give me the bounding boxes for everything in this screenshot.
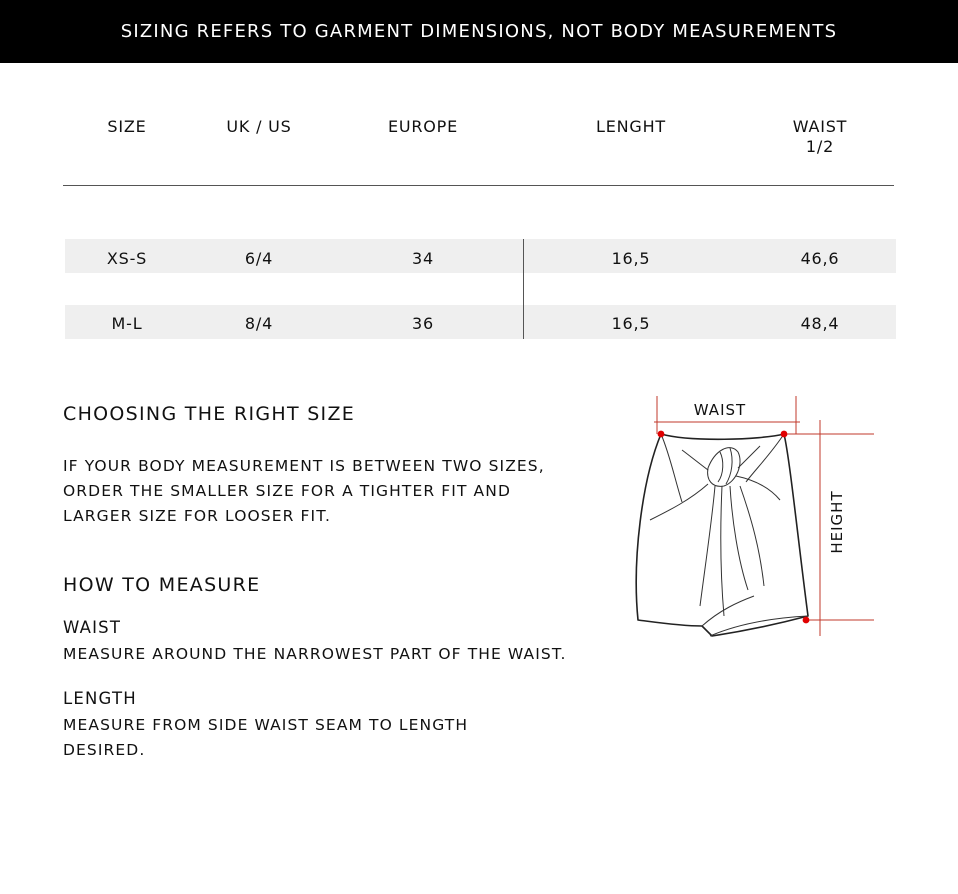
- waist-title: WAIST: [63, 618, 122, 637]
- cell-uk-us: 8/4: [244, 314, 274, 333]
- header-divider: [63, 185, 894, 186]
- length-line: DESIRED.: [63, 741, 146, 759]
- waist-label: WAIST: [693, 401, 747, 419]
- cell-waist: 48,4: [800, 314, 840, 333]
- waist-text: MEASURE AROUND THE NARROWEST PART OF THE WAIST.: [63, 645, 567, 663]
- skirt-diagram: [620, 390, 880, 650]
- choosing-line: LARGER SIZE FOR LOOSER FIT.: [63, 507, 331, 525]
- cell-size: M-L: [111, 314, 143, 333]
- header-waist-label: WAIST: [792, 117, 848, 136]
- choosing-title: CHOOSING THE RIGHT SIZE: [63, 403, 356, 425]
- how-to-measure-title: HOW TO MEASURE: [63, 574, 261, 596]
- cell-uk-us: 6/4: [244, 249, 274, 268]
- cell-length: 16,5: [611, 314, 651, 333]
- cell-length: 16,5: [611, 249, 651, 268]
- header-europe: EUROPE: [387, 117, 459, 136]
- header-waist-half: 1/2: [805, 137, 835, 156]
- choosing-text: [63, 454, 545, 529]
- header-uk-us: UK / US: [226, 117, 292, 136]
- banner-text: SIZING REFERS TO GARMENT DIMENSIONS, NOT BODY MEASUREMENTS: [120, 21, 838, 42]
- height-label: HEIGHT: [828, 490, 846, 554]
- length-line: MEASURE FROM SIDE WAIST SEAM TO LENGTH: [63, 716, 469, 734]
- header-size: SIZE: [107, 117, 147, 136]
- choosing-line: ORDER THE SMALLER SIZE FOR A TIGHTER FIT AND: [63, 482, 511, 500]
- length-title: LENGTH: [63, 689, 137, 708]
- cell-europe: 36: [412, 314, 434, 333]
- sizing-banner: [0, 0, 958, 63]
- choosing-line: IF YOUR BODY MEASUREMENT IS BETWEEN TWO SIZES,: [63, 457, 545, 475]
- cell-waist: 46,6: [800, 249, 840, 268]
- skirt-outline: [636, 434, 808, 636]
- header-waist: [770, 117, 870, 157]
- cell-europe: 34: [412, 249, 434, 268]
- cell-size: XS-S: [106, 249, 148, 268]
- length-text: [63, 713, 468, 763]
- header-length: LENGHT: [596, 117, 666, 136]
- column-divider: [523, 239, 524, 339]
